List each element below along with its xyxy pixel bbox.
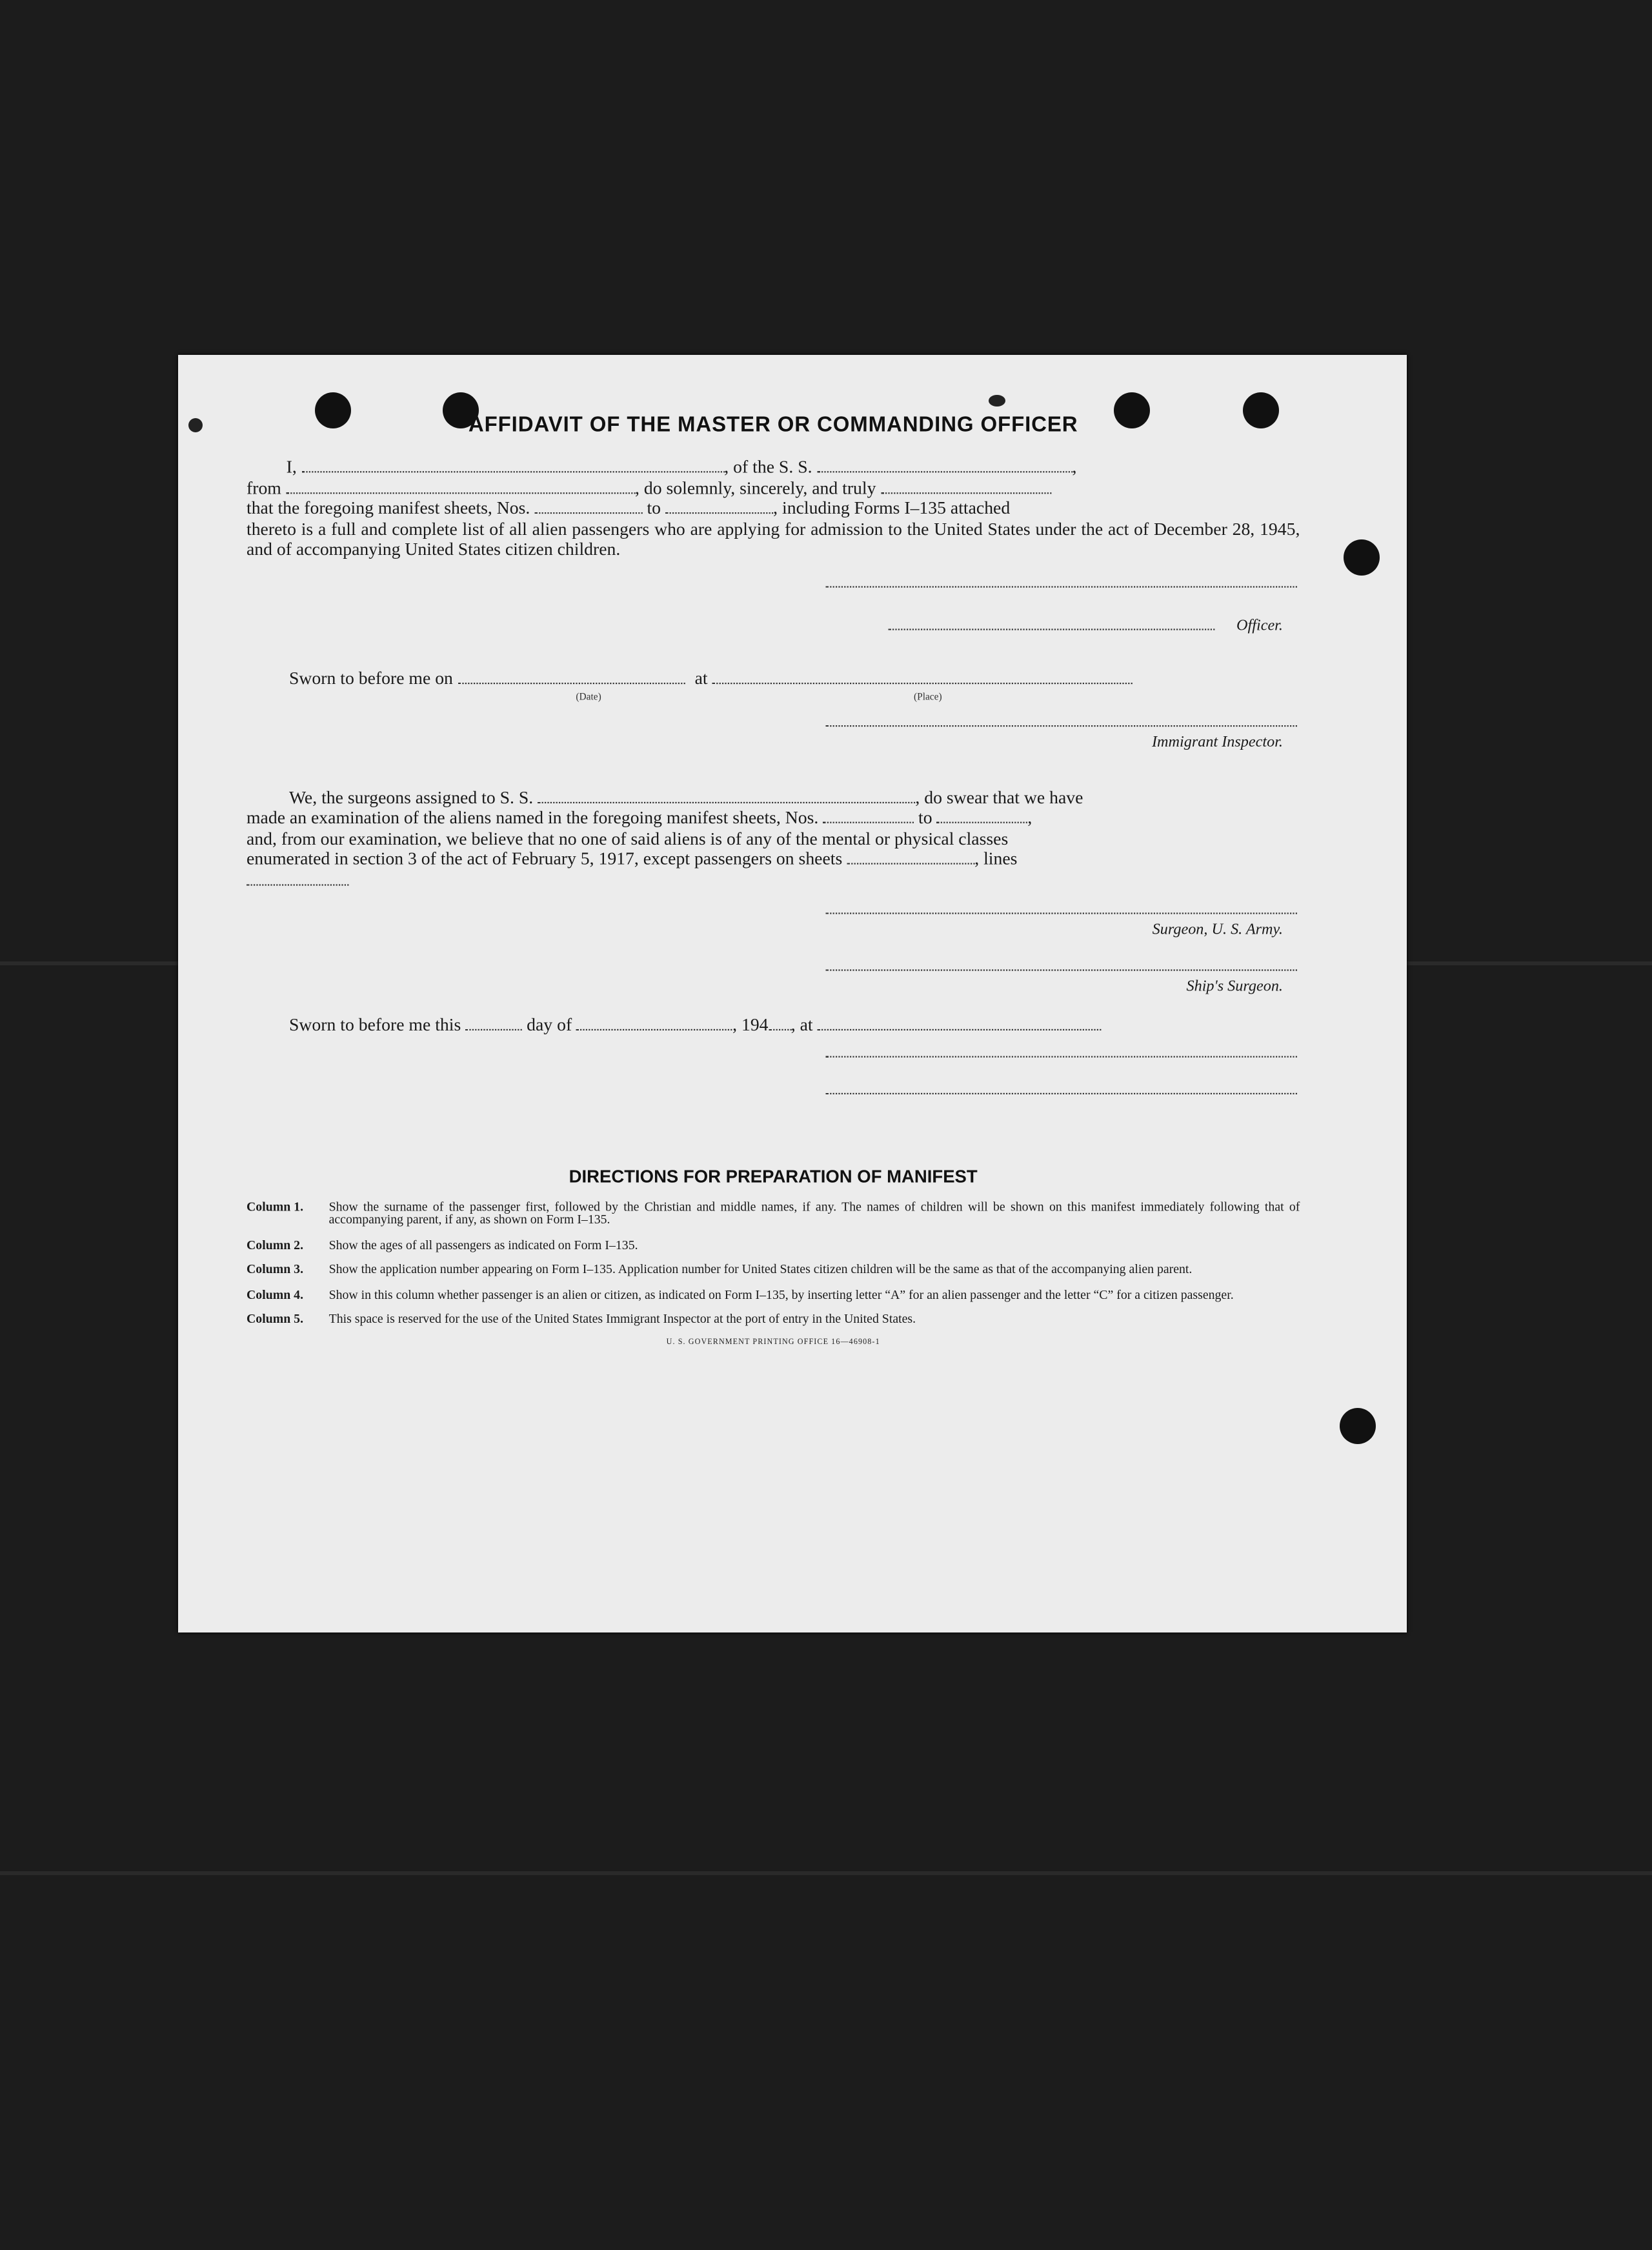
officer-signature-block [247, 616, 1300, 659]
date-caption: (Date) [576, 690, 601, 702]
sworn-month-field[interactable] [576, 1015, 732, 1030]
sworn-before-text: Sworn to before me on [289, 667, 453, 688]
lines-field[interactable] [247, 869, 348, 885]
sworn-day-field[interactable] [465, 1015, 522, 1030]
inspector-label: Immigrant Inspector. [1151, 733, 1283, 750]
column-label: Column 1. [247, 1198, 304, 1213]
affidavit-text: , do solemnly, sincerely, and truly [635, 477, 876, 497]
ship-surgeon-label: Ship's Surgeon. [1186, 978, 1283, 995]
surgeons-text: to [918, 807, 932, 828]
sworn-date-field[interactable] [458, 668, 685, 683]
column-label: Column 4. [247, 1287, 304, 1301]
exam-sheet-to-field[interactable] [937, 808, 1028, 823]
film-band [0, 1871, 1652, 1875]
column-instruction: Show the application number appearing on Form I–135. Application number for United States citizen children will be the same as that of the accompanying alien parent. [328, 1261, 1193, 1276]
ship-surgeon-signature-block [247, 961, 1300, 1009]
directions-list [247, 1200, 1300, 1327]
ship-surgeon-signature-line[interactable] [826, 969, 1297, 970]
punch-hole [1340, 1408, 1376, 1444]
declaration-field[interactable] [880, 477, 1051, 493]
master-signature-block [247, 577, 1300, 619]
paper-tear-mark [989, 395, 1005, 407]
sworn-this-row [247, 1015, 1300, 1036]
official-title-block [247, 1081, 1300, 1118]
army-surgeon-label: Surgeon, U. S. Army. [1152, 921, 1283, 938]
directions-row [247, 1313, 1300, 1327]
paper-tear-mark [188, 418, 203, 432]
directions-row [247, 1238, 1300, 1252]
column-label: Column 2. [247, 1237, 304, 1252]
master-signature-line[interactable] [826, 585, 1297, 587]
inspector-signature-line[interactable] [826, 725, 1297, 726]
sworn-this-text: Sworn to before me this [289, 1014, 461, 1035]
officer-signature-line[interactable] [888, 628, 1214, 629]
surgeons-text: and, from our examination, we believe that no one of said aliens is of any of the mental or physical classes [247, 828, 1009, 849]
directions-row [247, 1200, 1300, 1227]
column-instruction: This space is reserved for the use of the United States Immigrant Inspector at the port of entry in the United States. [328, 1311, 916, 1326]
column-instruction: Show the surname of the passenger first, followed by the Christian and middle names, if any. The names of children will be shown on this manifest immediately following that of accompanying parent, if any, as shown on Form I–135. [328, 1198, 1300, 1227]
sworn-location-field[interactable] [818, 1015, 1102, 1030]
column-label: Column 3. [247, 1261, 304, 1276]
column-label: Column 5. [247, 1311, 304, 1326]
master-name-field[interactable] [301, 457, 725, 472]
inspector-signature-block [247, 716, 1300, 765]
day-of-text: day of [527, 1014, 572, 1035]
affidavit-text: , of the S. S. [724, 457, 812, 477]
place-caption: (Place) [914, 690, 942, 702]
official-title-line[interactable] [826, 1092, 1297, 1094]
surgeons-text: enumerated in section 3 of the act of February 5, 1917, except passengers on sheets [247, 849, 843, 869]
sheet-to-field[interactable] [665, 498, 773, 514]
directions-title: DIRECTIONS FOR PREPARATION OF MANIFEST [569, 1166, 978, 1186]
surgeon-ship-field[interactable] [538, 787, 915, 803]
printing-office-footer: U. S. GOVERNMENT PRINTING OFFICE 16—46908-1 [666, 1338, 880, 1347]
surgeons-text: , do swear that we have [915, 787, 1083, 807]
surgeons-paragraph: We, the surgeons assigned to S. S. , do swear that we have made an examination of the aliens named in the foregoing manifest sheets, Nos. to , and, from our examination, we believe that no one of said aliens is of any of the mental or physical classes enumerated in section 3 of the act of February 5, 1917, except passengers on sheets , lines [247, 787, 1300, 890]
form-content [247, 413, 1300, 1347]
sworn-year-field[interactable] [769, 1015, 791, 1030]
sworn-before-row [247, 668, 1300, 710]
directions-row [247, 1288, 1300, 1301]
departure-port-field[interactable] [286, 477, 635, 493]
column-instruction: Show in this column whether passenger is an alien or citizen, as indicated on Form I–135, by inserting letter “A” for an alien passenger and the letter “C” for a citizen passenger. [328, 1287, 1234, 1301]
directions-row [247, 1263, 1300, 1277]
except-sheets-field[interactable] [847, 849, 974, 864]
affidavit-text: , including Forms I–135 attached [773, 498, 1011, 518]
column-instruction: Show the ages of all passengers as indicated on Form I–135. [328, 1237, 638, 1252]
affidavit-text: from [247, 477, 281, 497]
affidavit-text: that the foregoing manifest sheets, Nos. [247, 498, 530, 518]
punch-hole [1344, 539, 1380, 576]
army-surgeon-signature-block [247, 904, 1300, 961]
surgeons-text: , lines [974, 849, 1018, 869]
ship-name-field[interactable] [817, 457, 1073, 472]
affidavit-paragraph: I, , of the S. S. , from , do solemnly, sincerely, and truly that the foregoing manifest sheets, Nos. to , including Forms I–135 attached thereto is a full and complete list of all alien passengers who are applying for admission to the United States under the act of December 28, 1945, and of accompanying United States citizen children. [247, 457, 1300, 559]
sworn-place-field[interactable] [712, 668, 1133, 683]
affidavit-title: AFFIDAVIT OF THE MASTER OR COMMANDING OFFICER [468, 413, 1078, 437]
army-surgeon-signature-line[interactable] [826, 912, 1297, 914]
officer-label: Officer. [1236, 616, 1283, 634]
surgeons-text: We, the surgeons assigned to S. S. [289, 787, 534, 807]
sheet-from-field[interactable] [534, 498, 642, 514]
manifest-form-page [178, 355, 1407, 1632]
year-text: , 194 [732, 1014, 769, 1035]
affidavit-text: to [647, 498, 661, 518]
affidavit-text: I, [286, 457, 297, 477]
sworn-at-text: at [694, 667, 708, 688]
official-signature-block [247, 1044, 1300, 1081]
official-signature-line[interactable] [826, 1056, 1297, 1057]
surgeons-text: made an examination of the aliens named in the foregoing manifest sheets, Nos. [247, 807, 819, 828]
exam-sheet-from-field[interactable] [823, 808, 914, 823]
affidavit-text: thereto is a full and complete list of all alien passengers who are applying for admission to the United States under the act of December 28, 1945, and of accompanying United States citizen children. [247, 518, 1300, 559]
at-text: , at [791, 1014, 813, 1035]
